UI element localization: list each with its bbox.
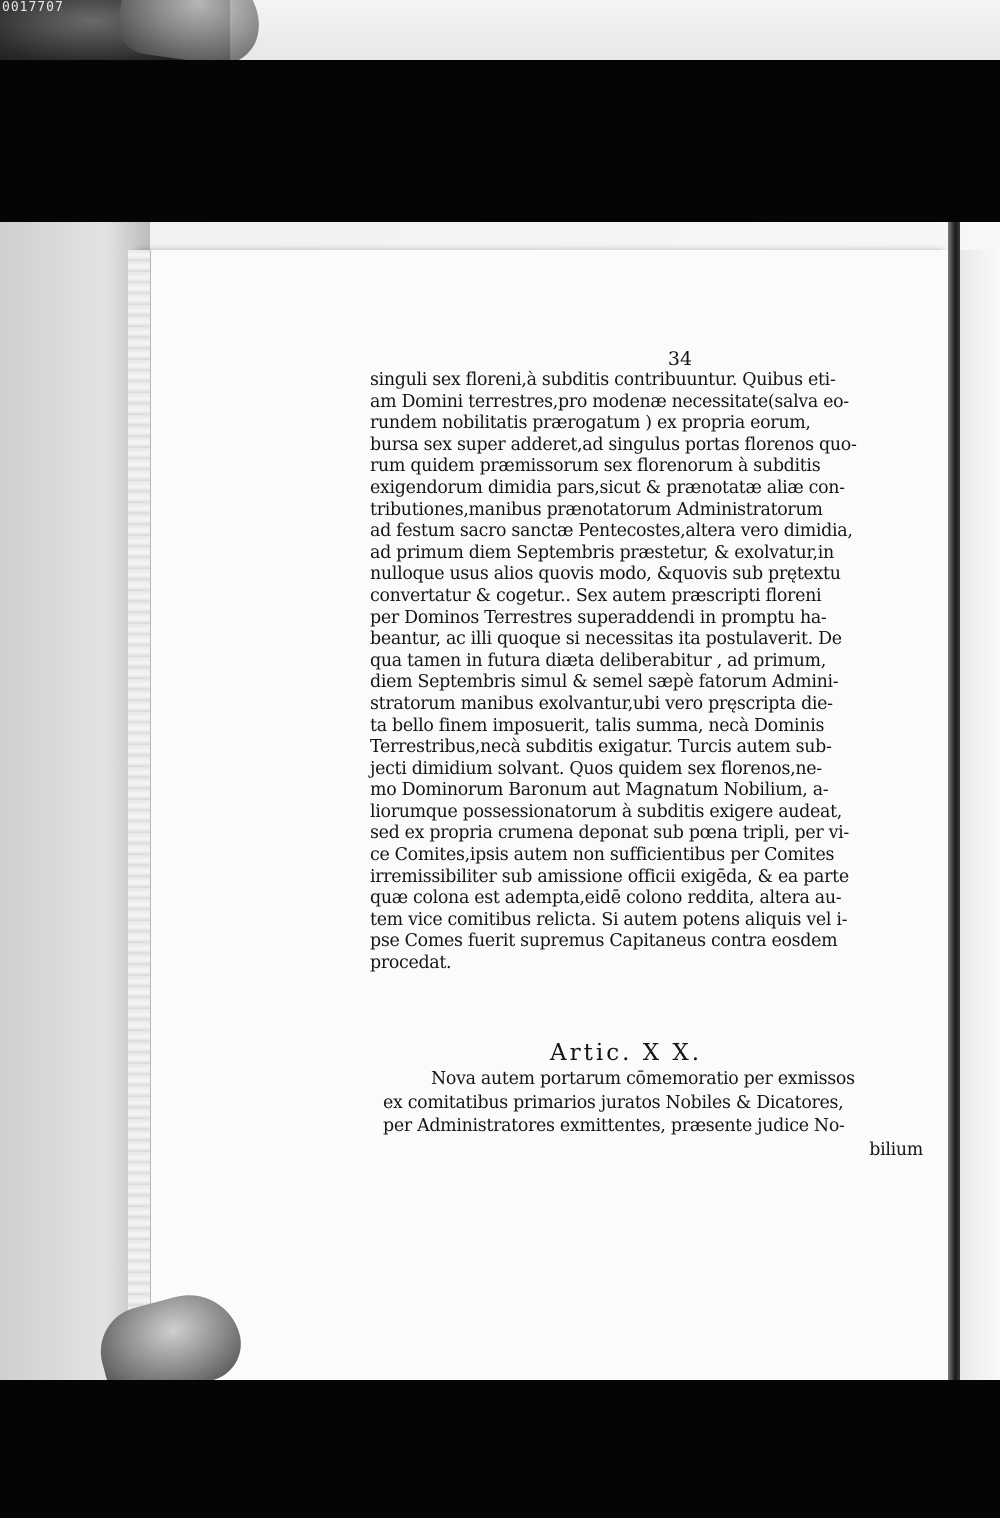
text-line: Nova autem portarum cōmemoratio per exmissos <box>431 1069 855 1089</box>
text-line: ce Comites,ipsis autem non sufficientibus per Comites <box>370 845 835 866</box>
text-line: exigendorum dimidia pars,sicut & prænotatæ aliæ con- <box>370 477 845 498</box>
text-line: Terrestribus,necà subditis exigatur. Turcis autem sub- <box>370 737 832 758</box>
text-line: beantur, ac illi quoque si necessitas ita postulaverit. De <box>370 629 842 650</box>
text-line: am Domini terrestres,pro modenæ necessitate(salva eo- <box>370 391 849 412</box>
film-band-top <box>0 60 1000 222</box>
text-line: ad festum sacro sanctæ Pentecostes,altera vero dimidia, <box>370 521 853 542</box>
book-spine <box>948 222 960 1380</box>
article-heading: Artic. X X. <box>550 1040 703 1066</box>
text-line: singuli sex floreni,à subditis contribuuntur. Quibus eti- <box>370 370 836 390</box>
text-line: diem Septembris simul & semel sæpè fatorum Admini- <box>370 672 839 693</box>
text-line: liorumque possessionatorum à subditis exigere audeat, <box>370 801 842 822</box>
body-text <box>370 348 930 975</box>
text-line: pse Comes fuerit supremus Capitaneus contra eosdem <box>370 931 838 952</box>
page-deckled-edge <box>128 250 151 1385</box>
text-line: nulloque usus alios quovis modo, &quovis sub prętextu <box>370 564 841 585</box>
text-line: irremissibiliter sub amissione officii exigēda, & ea parte <box>370 866 849 887</box>
text-line: tributiones,manibus prænotatorum Administratorum <box>370 499 823 520</box>
text-line: tem vice comitibus relicta. Si autem potens aliquis vel i- <box>370 909 848 930</box>
text-line: ad primum diem Septembris præstetur, & exolvatur,in <box>370 542 834 563</box>
text-line: rundem nobilitatis prærogatum ) ex propria eorum, <box>370 413 811 434</box>
text-line: procedat. <box>370 953 452 974</box>
article-text <box>383 1068 923 1162</box>
catchword: bilium <box>869 1139 923 1160</box>
text-line: ex comitatibus primarios juratos Nobiles & Dicatores, <box>383 1092 844 1113</box>
film-frame-number: 0017707 <box>2 0 64 15</box>
text-line: jecti dimidium solvant. Quos quidem sex florenos,ne- <box>370 758 822 779</box>
text-line: per Administratores exmittentes, præsente judice No- <box>383 1116 845 1136</box>
text-line: per Dominos Terrestres superaddendi in promptu ha- <box>370 607 827 628</box>
film-band-bottom <box>0 1380 1000 1518</box>
text-line: convertatur & cogetur.. Sex autem præscripti floreni <box>370 585 822 606</box>
text-line: quæ colona est adempta,eidē colono reddita, altera au- <box>370 888 842 909</box>
text-line: stratorum manibus exolvantur,ubi vero pręscripta die- <box>370 693 833 714</box>
page-number: 34 <box>667 348 693 370</box>
text-line: mo Dominorum Baronum aut Magnatum Nobilium, a- <box>370 780 829 801</box>
text-line: qua tamen in futura diæta deliberabitur , ad primum, <box>370 650 826 671</box>
text-line: sed ex propria crumena deponat sub pœna tripli, per vi- <box>370 823 849 844</box>
text-line: rum quidem præmissorum sex florenorum à subditis <box>370 456 821 477</box>
next-leaf-edge <box>960 250 1000 1380</box>
text-line: bursa sex super adderet,ad singulus portas florenos quo- <box>370 434 857 455</box>
text-line: ta bello finem imposuerit, talis summa, necà Dominis <box>370 715 825 736</box>
